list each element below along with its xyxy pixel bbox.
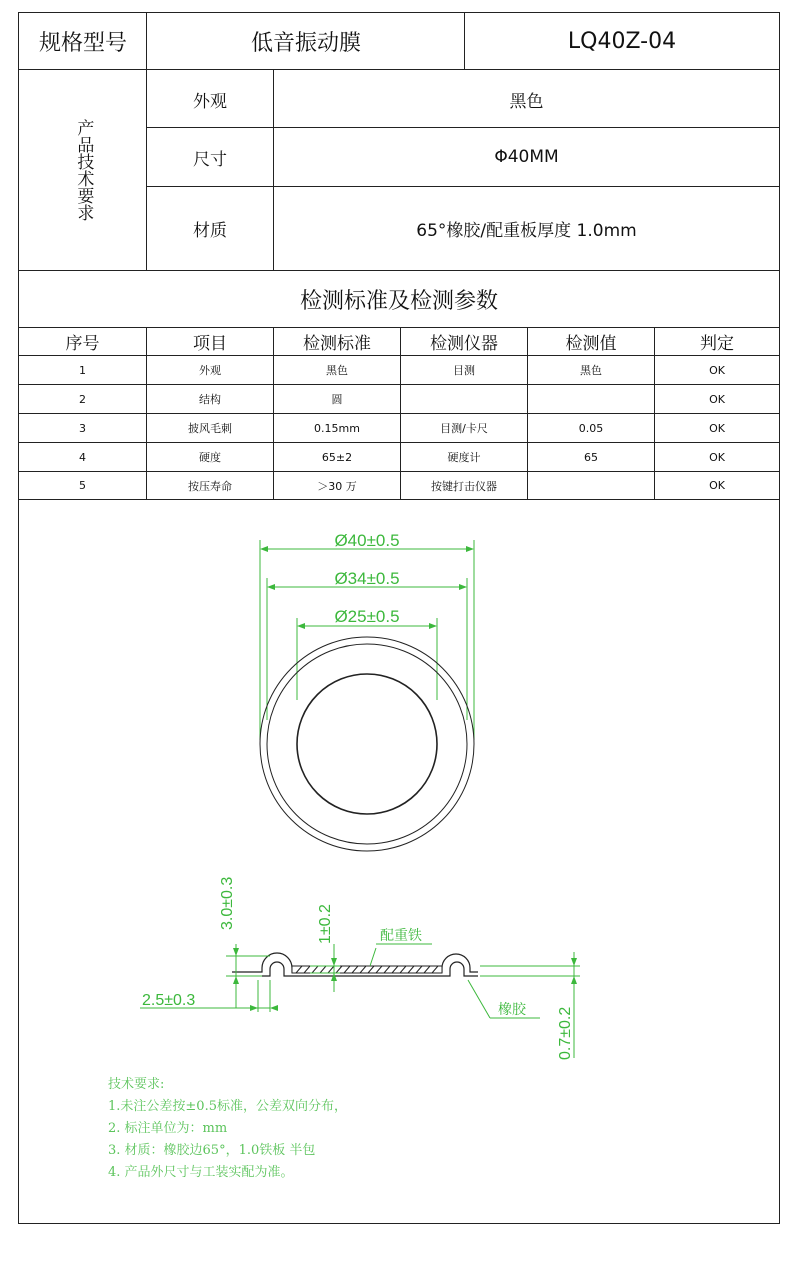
notes-title: 技术要求: <box>108 1077 165 1092</box>
row-2-no: 2 <box>79 392 86 406</box>
row-1-standard: 黑色 <box>326 364 348 377</box>
row-5-value <box>528 472 654 499</box>
dim-rubber-thickness: 0.7±0.2 <box>557 1006 574 1060</box>
row-1-value: 黑色 <box>580 364 602 377</box>
row-3-judgement: OK <box>709 421 725 435</box>
inspection-title: 检测标准及检测参数 <box>299 288 498 314</box>
model-number: LQ40Z-04 <box>567 29 677 54</box>
row-3-instrument: 目测/卡尺 <box>440 422 488 435</box>
label-rubber: 橡胶 <box>498 1002 526 1018</box>
row-3-value: 0.05 <box>578 421 604 435</box>
spec-label: 规格型号 <box>38 31 127 56</box>
col-header-standard: 检测标准 <box>303 334 371 354</box>
spec-sheet <box>18 12 780 1224</box>
row-3-item: 披风毛刺 <box>188 422 232 435</box>
technical-notes <box>108 1074 347 1184</box>
row-2-standard: 圆 <box>331 393 343 406</box>
dim-inner-diameter: Ø25±0.5 <box>334 607 400 626</box>
row-4-judgement: OK <box>709 450 725 464</box>
row-4-instrument: 硬度计 <box>447 451 481 464</box>
row-3-standard: 0.15mm <box>314 421 360 435</box>
row-1-no: 1 <box>79 363 86 377</box>
dim-middle-diameter: Ø34±0.5 <box>334 569 400 588</box>
req-material-label: 材质 <box>193 221 227 241</box>
row-5-judgement: OK <box>709 479 725 492</box>
row-4-standard: 65±2 <box>321 450 353 464</box>
dim-height: 3.0±0.3 <box>219 876 236 930</box>
req-size-label: 尺寸 <box>193 149 227 170</box>
req-size-value: Φ40MM <box>494 147 559 167</box>
row-2-instrument <box>401 385 527 413</box>
req-appearance-label: 外观 <box>193 91 227 112</box>
row-5-instrument: 按键打击仪器 <box>431 479 497 493</box>
row-4-value: 65 <box>584 450 598 464</box>
req-appearance-value: 黑色 <box>509 91 544 112</box>
col-header-value: 检测值 <box>565 334 617 354</box>
product-name: 低音振动膜 <box>250 31 361 56</box>
req-material-value: 65°橡胶/配重板厚度 1.0mm <box>416 221 637 241</box>
dim-outer-diameter: Ø40±0.5 <box>334 531 400 550</box>
label-weight-plate: 配重铁 <box>380 928 422 944</box>
row-3-no: 3 <box>79 421 86 435</box>
note-item: 1.未注公差按±0.5标准，公差双向分布， <box>108 1099 347 1114</box>
row-5-item: 按压寿命 <box>188 479 232 493</box>
row-2-value <box>528 385 654 413</box>
col-header-instrument: 检测仪器 <box>430 334 498 354</box>
row-1-judgement: OK <box>709 363 725 377</box>
note-item: 2. 标注单位为：mm <box>108 1121 228 1136</box>
dim-edge-width: 2.5±0.3 <box>142 992 196 1009</box>
col-header-item: 项目 <box>193 334 227 354</box>
row-1-instrument: 目测 <box>453 364 475 377</box>
row-4-item: 硬度 <box>199 451 221 464</box>
row-4-no: 4 <box>79 450 86 464</box>
requirements-group-label <box>19 70 147 270</box>
row-5-no: 5 <box>79 479 86 492</box>
requirements-group-text: 产品技术要求 <box>73 119 94 221</box>
row-5-standard: ＞30 万 <box>317 479 357 493</box>
row-2-item: 结构 <box>199 393 221 406</box>
row-2-judgement: OK <box>709 392 725 406</box>
note-item: 4. 产品外尺寸与工装实配为准。 <box>108 1165 294 1180</box>
col-header-no: 序号 <box>65 334 100 354</box>
row-1-item: 外观 <box>199 364 221 377</box>
col-header-judgement: 判定 <box>700 334 734 354</box>
dim-plate-thickness: 1±0.2 <box>317 904 334 944</box>
note-item: 3. 材质：橡胶边65°，1.0铁板 半包 <box>108 1143 316 1158</box>
